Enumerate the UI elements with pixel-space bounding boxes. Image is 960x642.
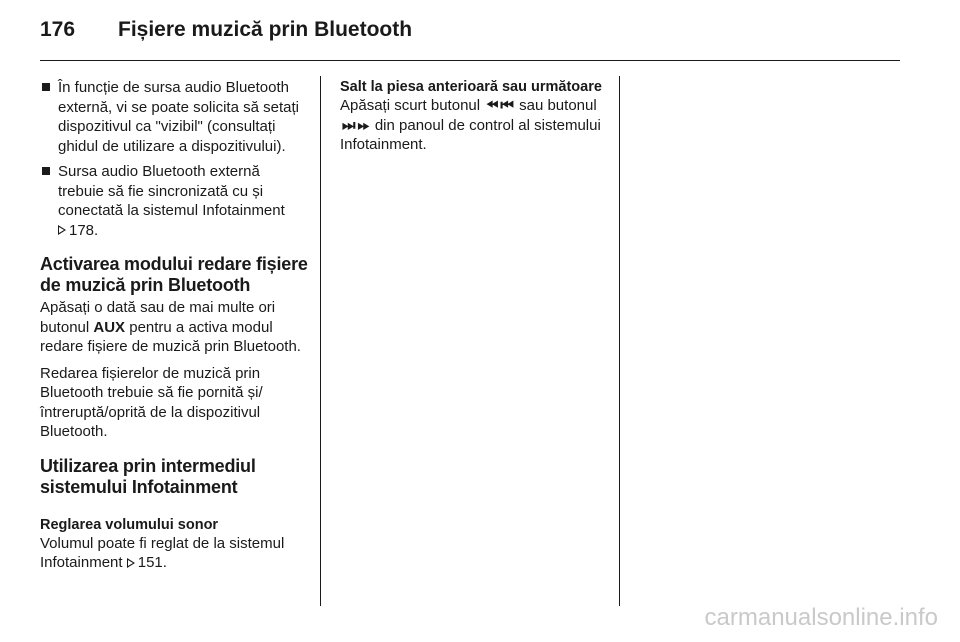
page-number: 176 [40,18,76,41]
header-rule [40,60,900,61]
left-column [40,78,308,580]
next-track-icon: ⏭︎ ⏩︎ [342,116,369,134]
activation-paragraph: Apăsați o dată sau de mai multe ori butonul AUX pentru a activa modul redare fișiere de muzică prin Bluetooth. [40,299,301,355]
column-divider-right [619,76,620,606]
volume-paragraph: Volumul poate fi reglat de la sistemul Infotainment 151. [40,534,285,571]
section-heading-infotainment: Utilizarea prin intermediul sistemului Infotainment [40,455,256,497]
page-title: Fișiere muzică prin Bluetooth [118,18,413,41]
bullet-text: Sursa audio Bluetooth externă trebuie să fie sincronizată cu și conectată la sistemul Infotainment [58,163,285,219]
middle-column [340,78,608,162]
watermark: carmanualsonline.info [704,604,938,631]
bullet-text: În funcție de sursa audio Bluetooth externă, vi se poate solicita să setați dispozitivul ca "vizibil" (consultați ghidul de utilizare a dispozitivului). [58,79,299,155]
page-reference-arrow-icon [58,225,66,235]
subheading-volume: Reglarea volumului sonor [40,516,219,533]
section-heading-activation: Activarea modului redare fișiere de muzică prin Bluetooth [40,254,308,295]
skip-track-paragraph: Apăsați scurt butonul ⏪︎ ⏮︎ sau butonul ⏭︎ ⏩︎ din panoul de control al sistemului Infotainment. [340,97,601,153]
column-divider-left [320,76,321,606]
previous-track-icon: ⏪︎ ⏮︎ [486,97,513,114]
square-bullet-icon [42,167,50,175]
bullet-list [40,78,308,240]
page-header [40,16,900,56]
page-reference-arrow-icon [127,558,135,568]
page-reference-link[interactable]: 178. [69,221,99,239]
playback-paragraph: Redarea fișierelor de muzică prin Bluetooth trebuie să fie pornită și/ întreruptă/oprită de la dispozitivul Bluetooth. [40,364,263,440]
bullet-item [40,78,308,156]
square-bullet-icon [42,83,50,91]
bullet-item [40,162,308,240]
page-reference-link[interactable]: 151. [137,554,167,571]
subheading-skip-track: Salt la piesa anterioară sau următoare [340,79,602,95]
aux-button-label: AUX [93,318,126,336]
